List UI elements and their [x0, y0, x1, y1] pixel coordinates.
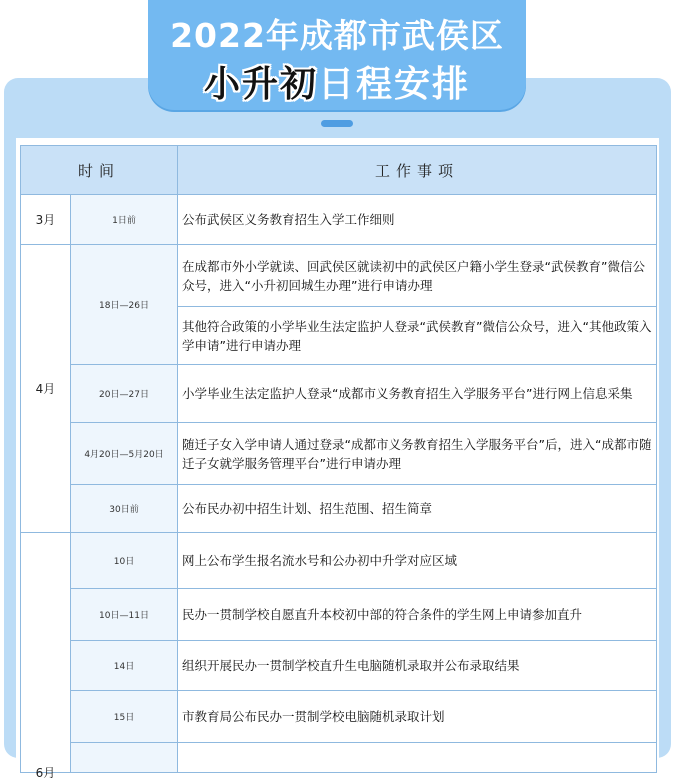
table-row	[21, 691, 657, 743]
table-row	[21, 423, 657, 485]
month-label: 4月	[35, 382, 56, 396]
header-row	[21, 146, 657, 195]
table-row	[21, 743, 657, 773]
month-cell	[21, 245, 71, 533]
title-line1: 2022年成都市武侯区	[170, 16, 504, 55]
item-cell	[178, 743, 657, 773]
date-cell: 20日—27日	[71, 365, 178, 423]
item-cell: 在成都市外小学就读、回武侯区就读初中的武侯区户籍小学生登录“武侯教育”微信公众号，进入“小升初回城生办理”进行申请办理	[178, 245, 657, 307]
item-cell: 民办一贯制学校自愿直升本校初中部的符合条件的学生网上申请参加直升	[178, 589, 657, 641]
header-work: 工作事项	[178, 146, 657, 195]
title-line2	[148, 56, 526, 107]
table-row	[21, 365, 657, 423]
header-time: 时间	[21, 146, 178, 195]
item-cell: 小学毕业生法定监护人登录“成都市义务教育招生入学服务平台”进行网上信息采集	[178, 365, 657, 423]
date-cell: 10日—11日	[71, 589, 178, 641]
date-cell: 4月20日—5月20日	[71, 423, 178, 485]
date-cell: 18日—26日	[71, 245, 178, 365]
item-cell: 公布民办初中招生计划、招生范围、招生简章	[178, 485, 657, 533]
title-highlight: 小升初	[203, 64, 318, 105]
month-cell	[21, 195, 71, 245]
date-cell: 1日前	[71, 195, 178, 245]
item-cell: 市教育局公布民办一贯制学校电脑随机录取计划	[178, 691, 657, 743]
table-row	[21, 641, 657, 691]
item-cell: 随迁子女入学申请人通过登录“成都市义务教育招生入学服务平台”后，进入“成都市随迁子女就学服务管理平台”进行申请办理	[178, 423, 657, 485]
table-row	[21, 589, 657, 641]
decorative-dash	[321, 120, 353, 127]
schedule-table	[20, 145, 657, 780]
table-row	[21, 533, 657, 589]
date-cell: 15日	[71, 691, 178, 743]
title-rest: 日程安排	[318, 64, 471, 105]
title-badge	[148, 0, 526, 110]
date-cell	[71, 743, 178, 773]
date-cell: 14日	[71, 641, 178, 691]
month-label: 6月	[35, 766, 56, 780]
table-row	[21, 485, 657, 533]
date-cell: 10日	[71, 533, 178, 589]
item-cell: 公布武侯区义务教育招生入学工作细则	[178, 195, 657, 245]
table-row	[21, 245, 657, 307]
month-cell	[21, 533, 71, 780]
date-cell: 30日前	[71, 485, 178, 533]
table-row	[21, 195, 657, 245]
month-label: 3月	[35, 213, 56, 227]
item-cell: 其他符合政策的小学毕业生法定监护人登录“武侯教育”微信公众号，进入“其他政策入学申请”进行申请办理	[178, 307, 657, 365]
item-cell: 组织开展民办一贯制学校直升生电脑随机录取并公布录取结果	[178, 641, 657, 691]
item-cell: 网上公布学生报名流水号和公办初中升学对应区域	[178, 533, 657, 589]
